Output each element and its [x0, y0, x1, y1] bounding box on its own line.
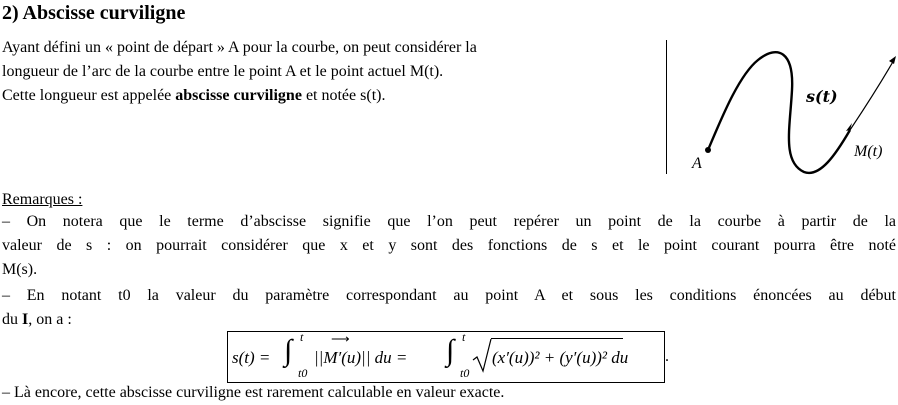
remark-2-end: , on a : — [28, 311, 72, 328]
defined-term: abscisse curviligne — [175, 87, 302, 104]
current-point-label: M(t) — [854, 143, 883, 160]
extension-arrowhead — [889, 56, 896, 64]
formula-middle: ||M′(u)|| du = — [314, 348, 408, 367]
curve-path — [708, 52, 850, 173]
integral-1-upper: t — [300, 330, 304, 344]
remark-1-line-2: valeur de s : on pourrait considérer que x et y sont des fonctions de s et le point courant pourra être noté — [2, 237, 896, 254]
integral-2-lower: t0 — [460, 366, 470, 380]
integral-1-lower: t0 — [298, 366, 308, 380]
curve-figure — [680, 36, 898, 176]
formula-rhs: (x′(u))² + (y′(u))² du — [492, 348, 629, 367]
remark-2-start: du — [2, 311, 22, 328]
vector-arrow-icon: ⟶ — [331, 331, 350, 346]
remarks-heading: Remarques : — [2, 191, 83, 208]
curve-label: s(t) — [806, 87, 838, 106]
curve-extension — [850, 60, 894, 130]
intro-line-1: Ayant défini un « point de départ » A pour la courbe, on peut considérer la — [2, 39, 477, 56]
formula-end-period: . — [665, 348, 669, 365]
integral-2-upper: t — [462, 330, 466, 344]
intro-line-3-start: Cette longueur est appelée — [2, 87, 176, 104]
start-point-dot — [705, 147, 711, 153]
integral-sign-2: ∫ — [446, 334, 455, 367]
start-point-label: A — [692, 155, 702, 172]
intro-line-2: longueur de l’arc de la courbe entre le point A et le point actuel M(t). — [2, 63, 444, 80]
remark-2-line-1: – En notant t0 la valeur du paramètre correspondant au point A et sous les conditions énoncées au début — [2, 287, 896, 304]
curve-arrowhead — [846, 123, 852, 131]
square-root-icon — [472, 338, 492, 374]
arc-length-formula — [227, 331, 665, 383]
figure-separator — [666, 40, 667, 174]
section-title: 2) Abscisse curviligne — [2, 2, 186, 24]
section-reference: I — [22, 311, 29, 328]
square-root-bar — [491, 338, 623, 339]
intro-line-3 — [2, 84, 385, 108]
intro-line-3-end: et notée s(t). — [301, 87, 386, 104]
remark-2-line-2 — [2, 308, 72, 332]
remark-1-line-3: M(s). — [2, 261, 38, 278]
integral-sign-1: ∫ — [284, 334, 293, 367]
formula-lhs: s(t) = — [232, 348, 271, 367]
remark-1-line-1: – On notera que le terme d’abscisse signifie que l’on peut repérer un point de la courbe à partir de la — [2, 213, 896, 230]
remark-3-line-1: – Là encore, cette abscisse curviligne est rarement calculable en valeur exacte. — [2, 384, 505, 401]
